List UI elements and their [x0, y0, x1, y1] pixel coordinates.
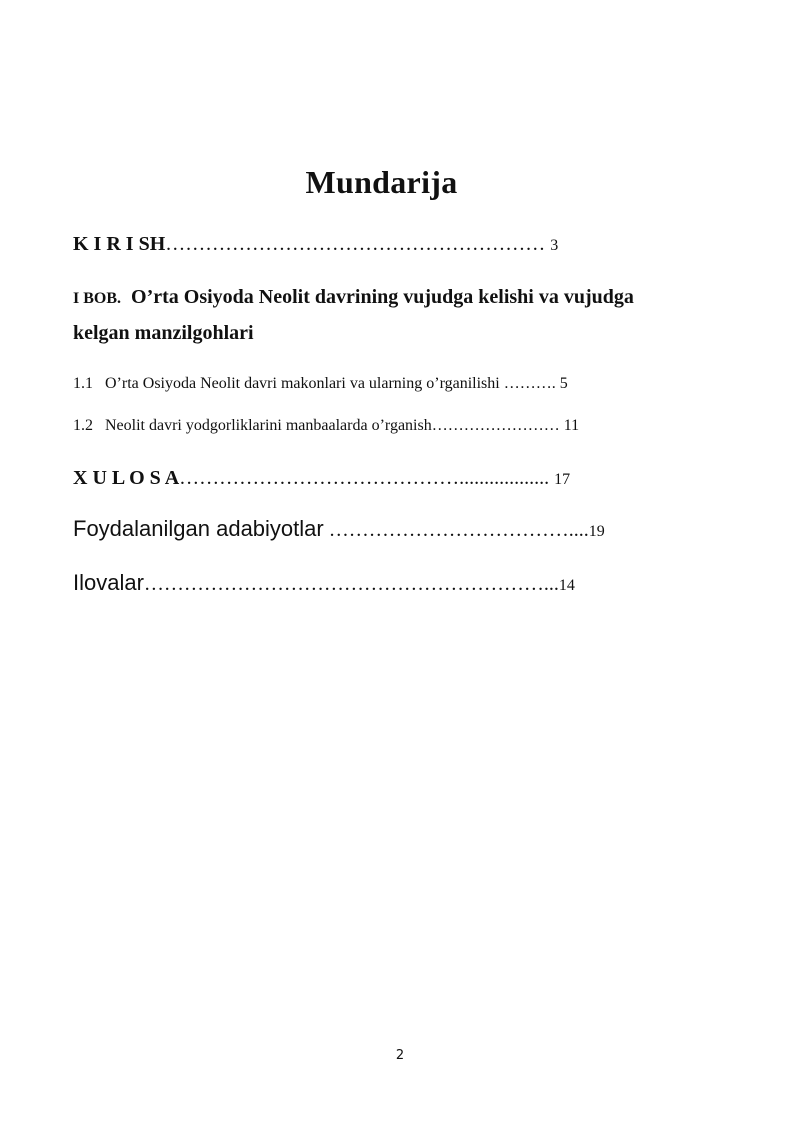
toc-entry-label: X U L O S A: [73, 467, 180, 489]
section-label: Neolit davri yodgorliklarini manbaalarda o’rganish: [105, 417, 432, 434]
toc-chapter-1: [73, 286, 634, 309]
toc-chapter-1-continued: [73, 322, 254, 345]
toc-entry-ilovalar: [73, 570, 575, 596]
toc-entry-section-1-1: [73, 375, 568, 393]
page-title: Mundarija: [305, 164, 458, 200]
chapter-title-line2: kelgan manzilgohlari: [73, 322, 254, 344]
toc-page-number: 3: [550, 237, 559, 254]
toc-entry-foydalanilgan-adabiyotlar: [73, 516, 605, 542]
toc-leader-dots: ……………………: [431, 417, 564, 434]
page-number: 2: [395, 1048, 405, 1063]
toc-page-number: 19: [588, 523, 605, 540]
toc-leader-dots: ………………………………....: [323, 519, 589, 541]
toc-page-number: 17: [554, 471, 571, 488]
chapter-tag: I BOB.: [73, 290, 122, 307]
toc-entry-xulosa: [73, 467, 570, 490]
section-number: 1.1: [73, 375, 93, 392]
toc-page-number: 11: [563, 417, 580, 434]
toc-leader-dots: …………………………………………………: [165, 233, 551, 255]
section-label: O’rta Osiyoda Neolit davri makonlari va ularning o’rganilishi: [105, 375, 500, 392]
toc-entry-section-1-2: [73, 417, 579, 435]
chapter-title-line1: O’rta Osiyoda Neolit davrining vujudga kelishi va vujudga: [131, 286, 634, 308]
toc-entry-label: Foydalanilgan adabiyotlar: [73, 516, 324, 541]
toc-leader-dots: ……………………………………..................: [179, 467, 550, 489]
toc-entry-kirish: [73, 233, 558, 256]
toc-page-number: 5: [559, 375, 568, 392]
toc-page-number: 14: [558, 577, 575, 594]
section-number: 1.2: [73, 417, 93, 434]
toc-leader-dots: ……….: [499, 375, 560, 392]
toc-entry-label: Ilovalar: [73, 570, 144, 595]
toc-leader-dots: ……………………………………………………...: [143, 573, 559, 595]
toc-entry-label: K I R I SH: [73, 233, 166, 255]
